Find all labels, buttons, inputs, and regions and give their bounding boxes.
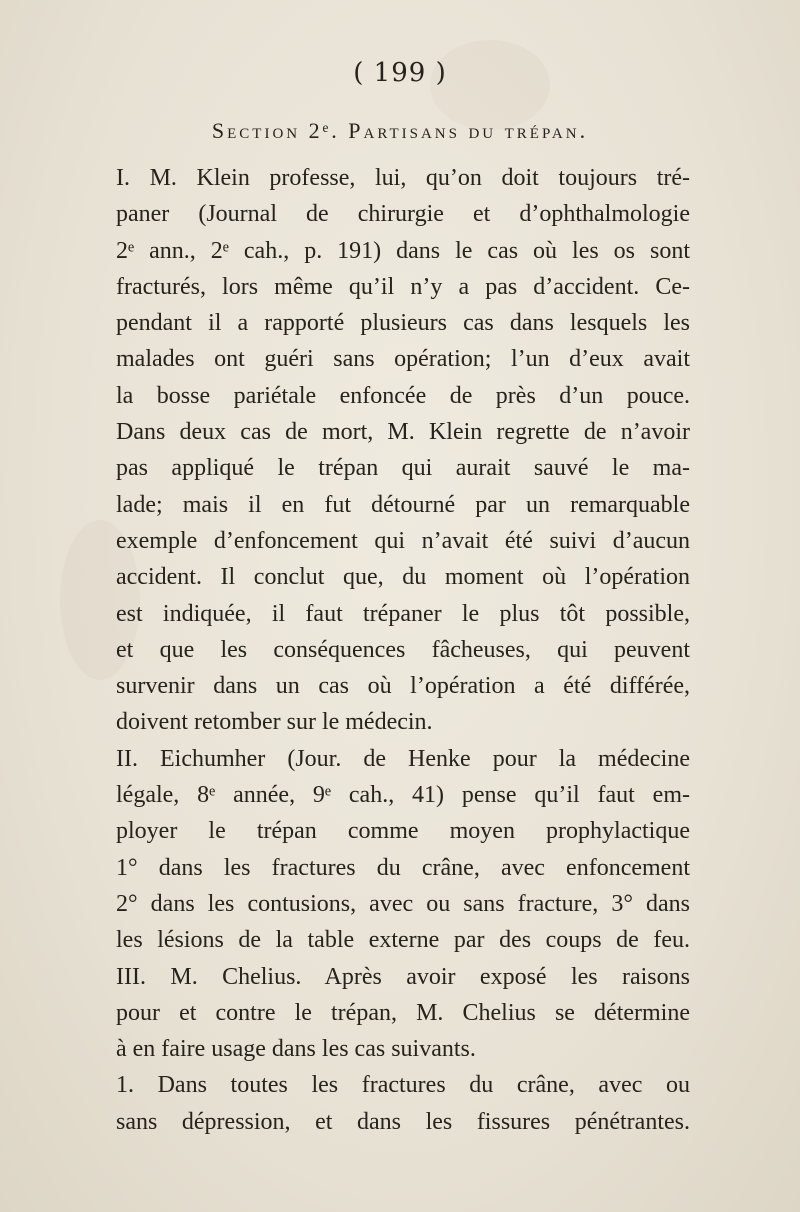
text-line: Dans deux cas de mort, M. Klein regrette de n’avoir — [116, 419, 690, 446]
text-line: fracturés, lors même qu’il n’y a pas d’accident. Ce- — [116, 273, 690, 300]
text-line: survenir dans un cas où l’opération a été différée, — [116, 673, 690, 700]
text-line: pas appliqué le trépan qui aurait sauvé le ma- — [116, 455, 690, 482]
section-title: Section 2ᵉ. Partisans du trépan. — [211, 118, 589, 143]
text-line: 2ᵉ ann., 2ᵉ cah., p. 191) dans le cas où les os sont — [116, 237, 690, 264]
text-line: les lésions de la table externe par des coups de feu. — [116, 927, 690, 954]
text-line: est indiquée, il faut trépaner le plus tôt possible, — [116, 600, 690, 627]
text-line: la bosse pariétale enfoncée de près d’un pouce. — [116, 382, 690, 409]
text-line: à en faire usage dans les cas suivants. — [116, 1036, 476, 1063]
body-text — [116, 160, 690, 1140]
text-line: légale, 8ᵉ année, 9ᵉ cah., 41) pense qu’il faut em- — [116, 782, 690, 809]
text-line: 1° dans les fractures du crâne, avec enfoncement — [116, 854, 690, 881]
text-line: accident. Il conclut que, du moment où l’opération — [116, 564, 690, 591]
page-number: ( 199 ) — [353, 58, 447, 88]
text-line: malades ont guéri sans opération; l’un d’eux avait — [116, 346, 690, 373]
text-line: pour et contre le trépan, M. Chelius se détermine — [116, 999, 690, 1026]
text-line: pendant il a rapporté plusieurs cas dans lesquels les — [116, 310, 690, 337]
text-line: paner (Journal de chirurgie et d’ophthalmologie — [116, 201, 690, 228]
text-line: III. M. Chelius. Après avoir exposé les raisons — [116, 963, 690, 990]
text-line: 2° dans les contusions, avec ou sans fracture, 3° dans — [116, 890, 690, 917]
text-line: et que les conséquences fâcheuses, qui peuvent — [116, 636, 690, 663]
text-line: doivent retomber sur le médecin. — [116, 709, 433, 736]
text-line: exemple d’enfoncement qui n’avait été suivi d’aucun — [116, 527, 690, 554]
text-line: sans dépression, et dans les fissures pénétrantes. — [116, 1108, 690, 1135]
text-line: II. Eichumher (Jour. de Henke pour la médecine — [116, 745, 690, 772]
text-line: ployer le trépan comme moyen prophylactique — [116, 818, 690, 845]
text-line: I. M. Klein professe, lui, qu’on doit toujours tré- — [116, 165, 690, 191]
text-line: 1. Dans toutes les fractures du crâne, avec ou — [116, 1072, 690, 1099]
text-line: lade; mais il en fut détourné par un remarquable — [116, 491, 690, 518]
